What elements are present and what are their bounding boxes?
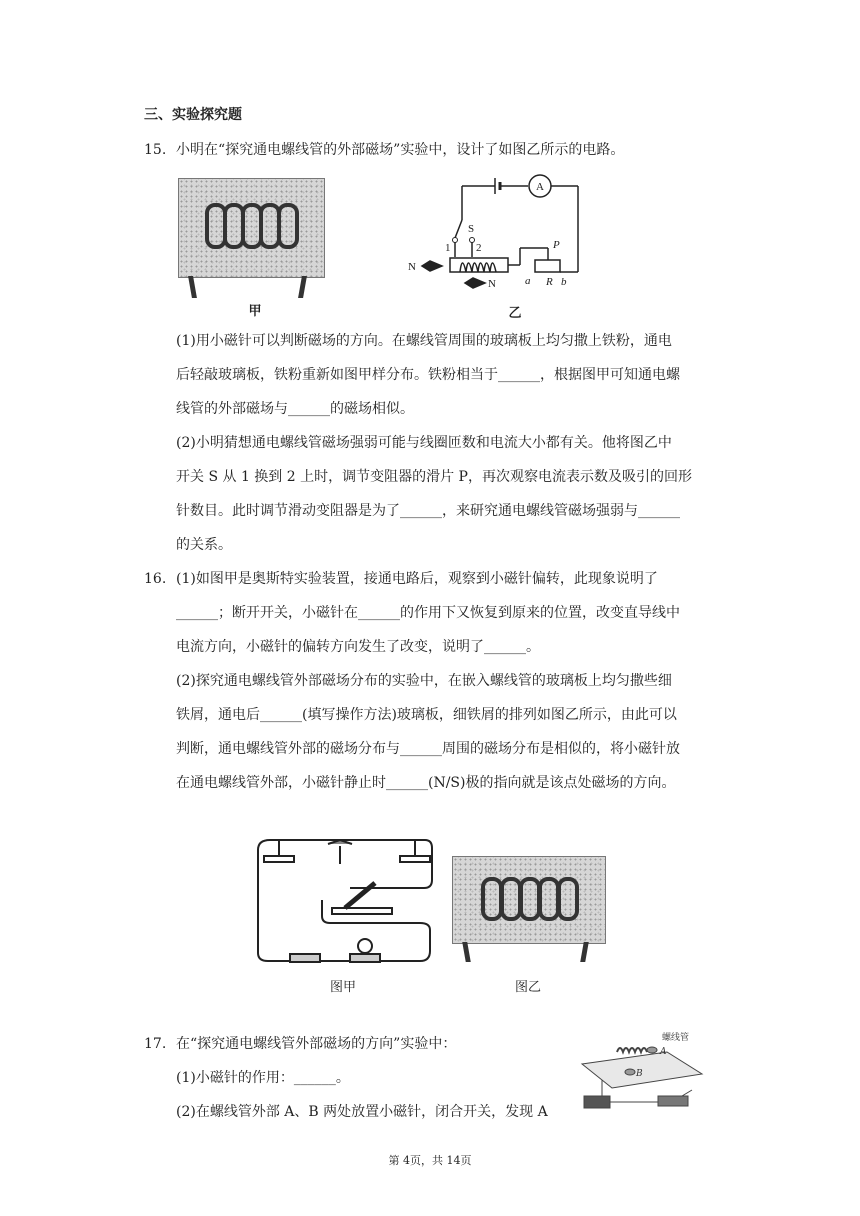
page-footer: 第 4页，共 14页 [388, 1154, 472, 1167]
terminal-2-label: 2 [476, 242, 482, 254]
point-b-label: b [561, 276, 567, 288]
question-number-17: 17. [144, 1036, 167, 1052]
terminal-1-label: 1 [445, 242, 451, 254]
q16-fig-jia-caption: 图甲 [329, 980, 356, 995]
q15-part1-line2: 后轻敲玻璃板，铁粉重新如图甲样分布。铁粉相当于______，根据图甲可知通电螺 [176, 367, 680, 383]
q16-part2-line2: 铁屑，通电后______(填写操作方法)玻璃板，细铁屑的排列如图乙所示，由此可以 [176, 707, 677, 723]
q15-part1-line1: (1)用小磁针可以判断磁场的方向。在螺线管周围的玻璃板上均匀撒上铁粉，通电 [176, 333, 672, 349]
q17-stem: 在“探究通电螺线管外部磁场的方向”实验中： [176, 1036, 457, 1052]
resistor-R-label: R [546, 276, 553, 288]
pole-N-right-label: N [488, 278, 496, 290]
coil-turn [277, 203, 299, 249]
pole-N-left-label: N [408, 261, 416, 273]
q15-fig-yi-caption: 乙 [508, 306, 522, 321]
q16-part1-line2: ______；断开开关，小磁针在______的作用下又恢复到原来的位置，改变直导线中 [176, 605, 680, 621]
q15-part2-line3: 针数目。此时调节滑动变阻器是为了______，来研究通电螺线管磁场强弱与______ [176, 503, 680, 519]
q15-part2-line2: 开关 S 从 1 换到 2 上时，调节变阻器的滑片 P，再次观察电流表示数及吸引的回形 [176, 469, 692, 485]
coil-turn [557, 877, 579, 921]
q15-stem: 小明在“探究通电螺线管的外部磁场”实验中，设计了如图乙所示的电路。 [176, 142, 625, 158]
stand-leg [580, 942, 589, 962]
q15-fig-jia-photo [178, 178, 325, 278]
q15-fig-jia-caption: 甲 [248, 304, 262, 319]
q15-part2-line4: 的关系。 [176, 537, 232, 553]
point-A-label: A [660, 1047, 667, 1057]
q17-part1: (1)小磁针的作用：______。 [176, 1070, 350, 1086]
q15-part2-line1: (2)小明猜想通电螺线管磁场强弱可能与线圈匝数和电流大小都有关。他将图乙中 [176, 435, 672, 451]
section-title: 三、实验探究题 [144, 107, 242, 123]
stand-leg [188, 276, 197, 298]
point-a-label: a [525, 275, 531, 287]
q16-part2-line4: 在通电螺线管外部，小磁针静止时______(N/S)极的指向就是该点处磁场的方向。 [176, 775, 676, 791]
q17-fig-apparatus [572, 1030, 710, 1116]
q17-part2: (2)在螺线管外部 A、B 两处放置小磁针，闭合开关，发现 A [176, 1104, 548, 1120]
stand-leg [462, 942, 471, 962]
question-number-16: 16. [144, 571, 167, 587]
coil-label: 螺线管 [662, 1033, 690, 1043]
q16-part1-line3: 电流方向，小磁针的偏转方向发生了改变，说明了______。 [176, 639, 540, 655]
q16-part1-line1: (1)如图甲是奥斯特实验装置，接通电路后，观察到小磁针偏转，此现象说明了 [176, 571, 658, 587]
question-number-15: 15. [144, 142, 167, 158]
point-B-label: B [636, 1069, 643, 1079]
ammeter-label: A [536, 181, 544, 193]
q16-fig-yi-photo [452, 856, 606, 944]
q16-part2-line3: 判断，通电螺线管外部的磁场分布与______周围的磁场分布是相似的，将小磁针放 [176, 741, 680, 757]
q16-fig-jia-circuit [250, 828, 440, 970]
stand-leg [298, 276, 307, 298]
switch-label-S: S [468, 223, 475, 235]
slider-P-label: P [553, 239, 560, 251]
q16-part2-line1: (2)探究通电螺线管外部磁场分布的实验中，在嵌入螺线管的玻璃板上均匀撒些细 [176, 673, 672, 689]
q15-fig-yi-circuit [400, 172, 590, 297]
q15-part1-line3: 线管的外部磁场与______的磁场相似。 [176, 401, 414, 417]
q16-fig-yi-caption: 图乙 [514, 980, 541, 995]
